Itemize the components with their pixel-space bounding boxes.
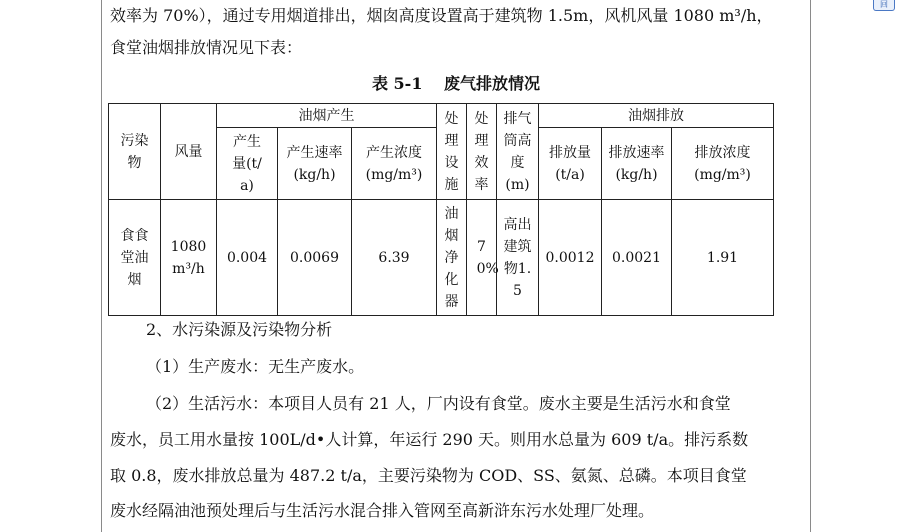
cell-emit-conc: 1.91 (672, 200, 774, 316)
header-emit-conc (672, 128, 774, 200)
header-generation-group: 油烟产生 (217, 104, 437, 128)
cell-pollutant (109, 200, 161, 316)
paragraph-line: 废水，员工用水量按 100L/d•人计算，年运行 290 天。则用水总量为 609 t/a。排污系数 (110, 430, 749, 449)
cell-text: 高出建筑物1.5 (503, 216, 532, 299)
header-text: 排气筒高度(m) (503, 110, 532, 193)
cell-efficiency (467, 200, 497, 316)
cell-emit-amount: 0.0012 (539, 200, 602, 316)
section-heading: 2、水污染源及污染物分析 (146, 320, 333, 339)
cell-text: 70% (476, 238, 499, 277)
cell-flow (161, 200, 217, 316)
header-text: 产生速率(kg/h) (286, 144, 343, 183)
cell-facility (437, 200, 467, 316)
cell-text: 食食堂油烟 (120, 227, 149, 288)
emission-table (108, 103, 774, 316)
header-text: 产生量(t/a) (232, 133, 262, 194)
header-text: 处理设施 (444, 110, 459, 193)
paragraph-line: 效率为 70%），通过专用烟道排出，烟囱高度设置高于建筑物 1.5m，风机风量 1080 m³/h， (110, 6, 773, 25)
paragraph-line: （2）生活污水：本项目人员有 21 人，厂内设有食堂。废水主要是生活污水和食堂 (146, 394, 731, 413)
cell-gen-rate: 0.0069 (278, 200, 352, 316)
header-text: 污染物 (120, 132, 149, 171)
cell-stack (497, 200, 539, 316)
cell-text: 1080 m³/h (170, 238, 207, 277)
paragraph-line: （1）生产废水：无生产废水。 (146, 357, 365, 376)
header-emission-group: 油烟排放 (539, 104, 774, 128)
header-text: 排放浓度(mg/m³) (694, 144, 751, 183)
paragraph-line: 废水经隔油池预处理后与生活污水混合排入管网至高新浒东污水处理厂处理。 (110, 501, 655, 520)
document-page (101, 0, 811, 532)
header-text: 产生浓度(mg/m³) (365, 144, 423, 183)
header-gen-conc (352, 128, 437, 200)
header-gen-amount (217, 128, 278, 200)
paragraph-line: 取 0.8，废水排放总量为 487.2 t/a，主要污染物为 COD、SS、氨氮、总磷。本项目食堂 (110, 466, 747, 485)
header-pollutant (109, 104, 161, 200)
header-efficiency (467, 104, 497, 200)
cell-gen-conc: 6.39 (352, 200, 437, 316)
header-stack (497, 104, 539, 200)
table-caption: 表 5-1 废气排放情况 (371, 74, 541, 93)
window-restore-icon[interactable]: 回 (873, 0, 895, 11)
header-flow: 风量 (161, 104, 217, 200)
cell-emit-rate: 0.0021 (602, 200, 672, 316)
cell-gen-amount: 0.004 (217, 200, 278, 316)
header-text: 处理效率 (474, 110, 489, 193)
paragraph-line: 食堂油烟排放情况见下表： (110, 38, 303, 57)
header-facility (437, 104, 467, 200)
table-row (109, 200, 774, 316)
header-emit-amount (539, 128, 602, 200)
header-text: 排放量(t/a) (549, 144, 591, 183)
cell-text: 油烟净化器 (444, 205, 459, 310)
header-text: 排放速率(kg/h) (608, 144, 665, 183)
header-emit-rate (602, 128, 672, 200)
header-gen-rate (278, 128, 352, 200)
